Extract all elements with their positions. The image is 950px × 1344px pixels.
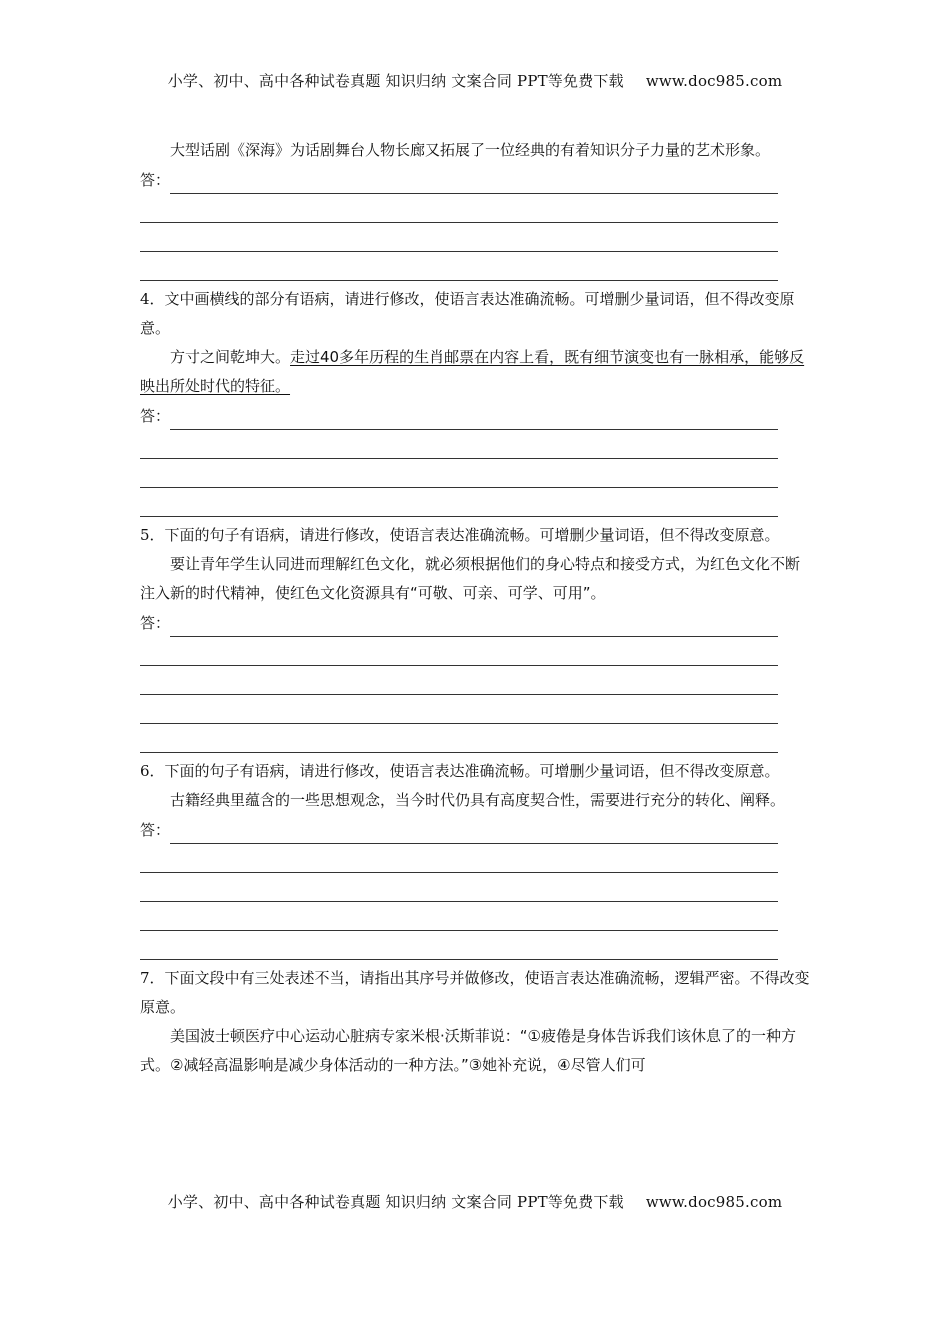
q7-passage: 美国波士顿医疗中心运动心脏病专家米根·沃斯菲说：“①疲倦是身体告诉我们该休息了的一种方式。②减轻高温影响是减少身体活动的一种方法。”③她补充说，④尽管人们可 [140,1027,796,1074]
answer-line[interactable] [140,488,778,517]
answer-line[interactable] [140,459,778,488]
q5-passage: 要让青年学生认同进而理解红色文化，就必须根据他们的身心特点和接受方式，为红色文化不断注入新的时代精神，使红色文化资源具有“可敬、可亲、可学、可用”。 [140,555,801,602]
header-text: 小学、初中、高中各种试卷真题 知识归纳 文案合同 PPT等免费下载 [167,72,624,90]
q5-prompt: 5．下面的句子有语病，请进行修改，使语言表达准确流畅。可增删少量词语，但不得改变原意。 [140,526,780,544]
q4-underlined-sentence: 走过40多年历程的生肖邮票在内容上看，既有细节演变也有一脉相承，能够反映出所处时代的特征。 [140,348,805,395]
question-7 [140,964,810,1080]
footer-url[interactable]: www.doc985.com [645,1193,783,1211]
answer-line[interactable] [140,608,778,637]
answer-line[interactable] [140,844,778,873]
q7-prompt: 7．下面文段中有三处表述不当，请指出其序号并做修改，使语言表达准确流畅，逻辑严密。不得改变原意。 [140,969,810,1016]
footer-text: 小学、初中、高中各种试卷真题 知识归纳 文案合同 PPT等免费下载 [167,1193,624,1211]
answer-line[interactable] [140,401,778,430]
q3-passage: 大型话剧《深海》为话剧舞台人物长廊又拓展了一位经典的有着知识分子力量的艺术形象。 [170,141,771,159]
page-footer [0,1191,950,1212]
answer-line[interactable] [140,430,778,459]
question-5 [140,521,810,753]
answer-line[interactable] [140,165,778,194]
answer-line[interactable] [140,695,778,724]
q6-passage: 古籍经典里蕴含的一些思想观念，当今时代仍具有高度契合性，需要进行充分的转化、阐释。 [170,791,786,809]
answer-line[interactable] [140,902,778,931]
answer-label: 答： [140,407,171,425]
answer-line[interactable] [140,931,778,960]
question-4 [140,285,810,517]
q4-passage [140,343,810,401]
page-header [0,70,950,91]
q6-prompt: 6．下面的句子有语病，请进行修改，使语言表达准确流畅。可增删少量词语，但不得改变原意。 [140,762,780,780]
question-6 [140,757,810,960]
header-url[interactable]: www.doc985.com [645,72,783,90]
answer-line[interactable] [140,873,778,902]
answer-label: 答： [140,821,171,839]
answer-line[interactable] [140,815,778,844]
answer-line[interactable] [140,194,778,223]
answer-line[interactable] [140,252,778,281]
q4-prompt: 4．文中画横线的部分有语病，请进行修改，使语言表达准确流畅。可增删少量词语，但不得改变原意。 [140,290,795,337]
answer-label: 答： [140,614,171,632]
document-body [140,136,810,1080]
q4-passage-plain: 方寸之间乾坤大。 [170,348,291,366]
answer-line[interactable] [140,724,778,753]
answer-line[interactable] [140,666,778,695]
answer-line[interactable] [140,223,778,252]
answer-label: 答： [140,171,171,189]
question-3-continuation [140,136,810,281]
answer-line[interactable] [140,637,778,666]
